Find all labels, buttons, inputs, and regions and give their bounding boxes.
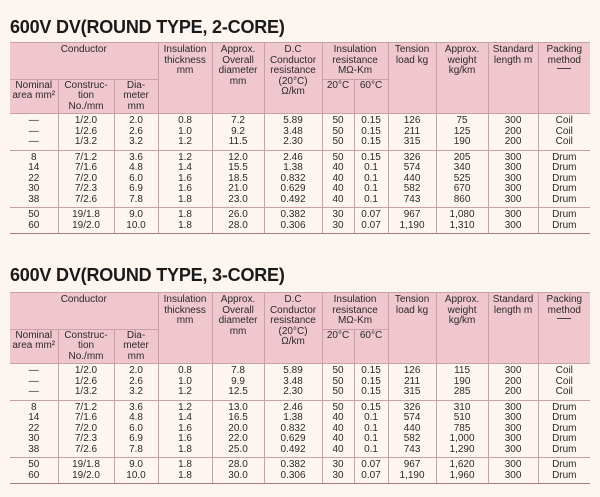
cell-ir-60c: 0.15 [354,150,388,163]
cell-dc-resistance: 0.832 [264,174,322,185]
diameter-header: Dia- meter mm [114,79,158,114]
table-row [10,413,590,424]
cell-ir-60c: 0.15 [354,377,388,388]
cell-standard-length: 300 [488,400,538,413]
table-row [10,445,590,458]
cell-weight: 1,080 [436,208,488,221]
cell-weight: 1,000 [436,434,488,445]
cell-tension-load: 967 [388,458,436,471]
cell-construction: 7/1.6 [58,413,114,424]
cell-standard-length: 200 [488,387,538,400]
cell-standard-length: 300 [488,174,538,185]
cell-nominal-area: 30 [28,183,40,194]
cell-weight: 670 [436,184,488,195]
cell-dc-resistance: 3.48 [264,127,322,138]
cell-tension-load: 126 [388,364,436,377]
cell-overall-diameter: 11.5 [212,137,264,150]
cell-diameter: 9.0 [114,458,158,471]
cell-dc-resistance: 0.492 [264,195,322,208]
cell-insulation-thickness: 1.8 [158,195,212,208]
cell-construction: 1/2.0 [58,114,114,127]
cell-ir-60c: 0.1 [354,163,388,174]
cell-weight: 1,310 [436,221,488,234]
cell-packing-method: Drum [538,434,590,445]
cell-tension-load: 743 [388,195,436,208]
dc-resistance-header: D.C Conductor resistance (20°C) Ω/km [264,293,322,364]
cell-diameter: 3.6 [114,400,158,413]
cell-construction: 7/2.3 [58,434,114,445]
cell-ir-20c: 50 [322,127,354,138]
cell-overall-diameter: 18.5 [212,174,264,185]
cell-tension-load: 1,190 [388,221,436,234]
cell-nominal-area: 22 [28,172,40,184]
temp-20c-header: 20°C [322,79,354,114]
cell-insulation-thickness: 1.8 [158,471,212,484]
cell-ir-20c: 50 [322,364,354,377]
dc-resistance-header: D.C Conductor resistance (20°C) Ω/km [264,43,322,114]
packing-method-header [538,43,590,114]
cell-dc-resistance: 3.48 [264,377,322,388]
cell-diameter: 7.8 [114,445,158,458]
cell-construction: 1/2.0 [58,364,114,377]
cell-construction: 19/1.8 [58,458,114,471]
cell-ir-60c: 0.15 [354,137,388,150]
cell-dc-resistance: 0.629 [264,434,322,445]
cell-construction: 19/2.0 [58,471,114,484]
table-row [10,458,590,471]
cell-dc-resistance: 5.89 [264,114,322,127]
cell-nominal-area: — [28,136,39,147]
cell-weight: 75 [436,114,488,127]
cell-dc-resistance: 0.382 [264,458,322,471]
cell-construction: 7/2.6 [58,195,114,208]
cell-standard-length: 200 [488,377,538,388]
cell-standard-length: 300 [488,150,538,163]
cell-ir-20c: 40 [322,445,354,458]
cell-nominal-area: 38 [28,193,40,205]
standard-length-header: Standard length m [488,43,538,114]
cell-packing-method: Drum [538,471,590,484]
cell-nominal-area: 22 [28,422,40,434]
cell-nominal-area: 50 [10,208,58,221]
cell-overall-diameter: 20.0 [212,424,264,435]
construction-header: Construc- tion No./mm [58,79,114,114]
cell-ir-60c: 0.1 [354,434,388,445]
cell-weight: 115 [436,364,488,377]
table-row [10,434,590,445]
cell-standard-length: 300 [488,208,538,221]
cell-nominal-area: 60 [10,471,58,484]
cell-dc-resistance: 0.832 [264,424,322,435]
cell-overall-diameter: 7.2 [212,114,264,127]
cell-ir-20c: 30 [322,208,354,221]
cell-weight: 340 [436,163,488,174]
cell-standard-length: 300 [488,221,538,234]
cell-weight: 860 [436,195,488,208]
cell-ir-20c: 50 [322,150,354,163]
insulation-thickness-header: Insulation thickness mm [158,293,212,364]
cell-nominal-area: 8 [10,150,58,163]
cell-packing-method: Drum [538,458,590,471]
cell-construction: 19/1.8 [58,208,114,221]
cell-diameter: 2.0 [114,364,158,377]
cell-dc-resistance: 0.306 [264,471,322,484]
cell-diameter: 2.6 [114,127,158,138]
cell-insulation-thickness: 1.4 [158,413,212,424]
cell-packing-method: Coil [538,137,590,150]
cell-nominal-area: 14 [28,412,40,423]
cell-construction: 7/2.6 [58,445,114,458]
cell-ir-20c: 40 [322,195,354,208]
cell-weight: 190 [436,377,488,388]
cell-weight: 205 [436,150,488,163]
temp-20c-header: 20°C [322,329,354,364]
cell-insulation-thickness: 1.4 [158,163,212,174]
packing-method-label: Packing method [546,44,583,66]
cell-ir-20c: 50 [322,114,354,127]
cell-construction: 1/2.6 [58,377,114,388]
cell-ir-60c: 0.07 [354,471,388,484]
dash-mark [557,68,571,69]
cell-nominal-area: — [28,125,39,137]
cell-dc-resistance: 5.89 [264,364,322,377]
cell-tension-load: 967 [388,208,436,221]
cell-insulation-thickness: 1.2 [158,150,212,163]
weight-header: Approx. weight kg/km [436,293,488,364]
cell-insulation-thickness: 1.2 [158,400,212,413]
cell-construction: 7/2.0 [58,174,114,185]
cell-overall-diameter: 13.0 [212,400,264,413]
cell-nominal-area: 60 [10,221,58,234]
cell-insulation-thickness: 1.8 [158,221,212,234]
cell-insulation-thickness: 0.8 [158,364,212,377]
cell-overall-diameter: 25.0 [212,445,264,458]
cell-standard-length: 300 [488,471,538,484]
table-row [10,364,590,377]
cell-diameter: 6.0 [114,174,158,185]
cell-dc-resistance: 2.46 [264,400,322,413]
cell-overall-diameter: 21.0 [212,184,264,195]
conductor-header: Conductor [10,43,158,80]
cell-ir-60c: 0.1 [354,184,388,195]
cell-weight: 785 [436,424,488,435]
cell-diameter: 9.0 [114,208,158,221]
cell-insulation-thickness: 1.6 [158,434,212,445]
cell-nominal-area: — [28,386,39,397]
cell-dc-resistance: 2.30 [264,387,322,400]
cell-diameter: 6.0 [114,424,158,435]
cell-tension-load: 582 [388,434,436,445]
cell-ir-20c: 40 [322,174,354,185]
cell-insulation-thickness: 1.6 [158,174,212,185]
cell-packing-method: Drum [538,400,590,413]
cell-diameter: 6.9 [114,434,158,445]
cell-packing-method: Drum [538,208,590,221]
cell-construction: 19/2.0 [58,221,114,234]
cell-overall-diameter: 16.5 [212,413,264,424]
cell-overall-diameter: 30.0 [212,471,264,484]
cell-weight: 1,290 [436,445,488,458]
cell-dc-resistance: 2.30 [264,137,322,150]
cell-ir-20c: 40 [322,413,354,424]
cell-ir-60c: 0.15 [354,127,388,138]
table-title-2-core: 600V DV(ROUND TYPE, 2-CORE) [10,17,285,37]
cell-tension-load: 440 [388,424,436,435]
cell-diameter: 4.8 [114,163,158,174]
cell-insulation-thickness: 1.2 [158,137,212,150]
cell-ir-60c: 0.1 [354,174,388,185]
temp-60c-header: 60°C [354,329,388,364]
table-row [10,387,590,400]
cell-standard-length: 300 [488,424,538,435]
insulation-resistance-header: Insulation resistance MΩ-Km [322,293,388,330]
cell-ir-60c: 0.1 [354,445,388,458]
cell-nominal-area: 30 [28,433,40,444]
cell-standard-length: 200 [488,137,538,150]
cell-dc-resistance: 0.306 [264,221,322,234]
cell-packing-method: Drum [538,174,590,185]
cell-packing-method: Drum [538,424,590,435]
cell-packing-method: Drum [538,195,590,208]
cell-dc-resistance: 1.38 [264,413,322,424]
cell-weight: 310 [436,400,488,413]
nominal-area-header: Nominal area mm² [10,329,58,364]
table-row [10,221,590,234]
cell-construction: 7/1.6 [58,163,114,174]
cell-nominal-area: 38 [28,443,40,455]
packing-method-header [538,293,590,364]
cell-insulation-thickness: 1.0 [158,127,212,138]
cell-diameter: 7.8 [114,195,158,208]
cell-ir-60c: 0.15 [354,387,388,400]
table-row [10,137,590,150]
cell-dc-resistance: 0.629 [264,184,322,195]
cell-weight: 510 [436,413,488,424]
cell-ir-60c: 0.15 [354,114,388,127]
cell-standard-length: 300 [488,445,538,458]
cell-overall-diameter: 15.5 [212,163,264,174]
cell-standard-length: 300 [488,114,538,127]
cell-ir-60c: 0.07 [354,208,388,221]
cell-ir-20c: 50 [322,377,354,388]
cell-ir-20c: 40 [322,163,354,174]
cell-insulation-thickness: 0.8 [158,114,212,127]
cell-insulation-thickness: 1.2 [158,387,212,400]
packing-method-label: Packing method [546,294,583,316]
cell-ir-60c: 0.15 [354,364,388,377]
cell-diameter: 2.6 [114,377,158,388]
cell-tension-load: 211 [388,127,436,138]
cell-construction: 1/3.2 [58,387,114,400]
cell-construction: 7/1.2 [58,150,114,163]
cell-insulation-thickness: 1.0 [158,377,212,388]
standard-length-header: Standard length m [488,293,538,364]
cell-diameter: 10.0 [114,471,158,484]
cell-weight: 125 [436,127,488,138]
cell-ir-20c: 40 [322,424,354,435]
cell-construction: 7/1.2 [58,400,114,413]
diameter-header: Dia- meter mm [114,329,158,364]
cell-diameter: 6.9 [114,184,158,195]
cell-insulation-thickness: 1.8 [158,445,212,458]
cell-ir-20c: 50 [322,387,354,400]
cell-tension-load: 1,190 [388,471,436,484]
table-title-3-core: 600V DV(ROUND TYPE, 3-CORE) [10,265,285,285]
cell-packing-method: Drum [538,413,590,424]
table-row [10,471,590,484]
cell-packing-method: Coil [538,364,590,377]
cell-weight: 285 [436,387,488,400]
cell-ir-20c: 30 [322,458,354,471]
conductor-header: Conductor [10,293,158,330]
cell-standard-length: 300 [488,364,538,377]
cell-packing-method: Drum [538,150,590,163]
cell-dc-resistance: 2.46 [264,150,322,163]
cell-overall-diameter: 28.0 [212,221,264,234]
cell-nominal-area: 50 [10,458,58,471]
cell-tension-load: 126 [388,114,436,127]
temp-60c-header: 60°C [354,79,388,114]
cell-nominal-area: — [10,114,58,127]
cell-packing-method: Coil [538,114,590,127]
cell-diameter: 10.0 [114,221,158,234]
cell-ir-20c: 50 [322,137,354,150]
tension-load-header: Tension load kg [388,43,436,114]
cell-nominal-area: 14 [28,162,40,173]
cell-tension-load: 743 [388,445,436,458]
cell-diameter: 4.8 [114,413,158,424]
cell-ir-20c: 50 [322,400,354,413]
cell-dc-resistance: 0.492 [264,445,322,458]
cell-diameter: 3.2 [114,387,158,400]
cell-insulation-thickness: 1.8 [158,208,212,221]
cell-tension-load: 315 [388,387,436,400]
cell-construction: 1/3.2 [58,137,114,150]
cell-dc-resistance: 1.38 [264,163,322,174]
cell-ir-60c: 0.07 [354,221,388,234]
cell-ir-20c: 30 [322,221,354,234]
cell-standard-length: 300 [488,413,538,424]
cell-tension-load: 326 [388,150,436,163]
nominal-area-header: Nominal area mm² [10,79,58,114]
cell-diameter: 3.2 [114,137,158,150]
cell-standard-length: 300 [488,184,538,195]
table-row [10,184,590,195]
overall-diameter-header: Approx. Overall diameter mm [212,293,264,364]
cell-overall-diameter: 26.0 [212,208,264,221]
cell-weight: 190 [436,137,488,150]
cell-tension-load: 326 [388,400,436,413]
construction-header: Construc- tion No./mm [58,329,114,364]
cell-tension-load: 211 [388,377,436,388]
cell-packing-method: Drum [538,184,590,195]
cell-nominal-area: 8 [10,400,58,413]
cell-tension-load: 315 [388,137,436,150]
cell-tension-load: 574 [388,163,436,174]
cell-packing-method: Coil [538,127,590,138]
cell-insulation-thickness: 1.6 [158,184,212,195]
cell-standard-length: 300 [488,195,538,208]
cell-standard-length: 200 [488,127,538,138]
cell-tension-load: 574 [388,413,436,424]
cell-ir-20c: 40 [322,434,354,445]
cell-nominal-area: — [28,375,39,387]
weight-header: Approx. weight kg/km [436,43,488,114]
cell-standard-length: 300 [488,434,538,445]
cell-diameter: 2.0 [114,114,158,127]
table-row [10,195,590,208]
cell-overall-diameter: 9.2 [212,127,264,138]
cell-packing-method: Drum [538,445,590,458]
cell-weight: 1,620 [436,458,488,471]
cell-overall-diameter: 28.0 [212,458,264,471]
cell-packing-method: Coil [538,377,590,388]
cell-ir-60c: 0.07 [354,458,388,471]
cell-construction: 7/2.0 [58,424,114,435]
tension-load-header: Tension load kg [388,293,436,364]
cell-overall-diameter: 23.0 [212,195,264,208]
cell-construction: 7/2.3 [58,184,114,195]
cell-overall-diameter: 22.0 [212,434,264,445]
dash-mark [557,318,571,319]
cell-overall-diameter: 12.5 [212,387,264,400]
cell-overall-diameter: 7.8 [212,364,264,377]
insulation-resistance-header: Insulation resistance MΩ-Km [322,43,388,80]
cell-ir-60c: 0.1 [354,195,388,208]
cell-insulation-thickness: 1.6 [158,424,212,435]
cell-tension-load: 440 [388,174,436,185]
cell-packing-method: Drum [538,163,590,174]
cell-insulation-thickness: 1.8 [158,458,212,471]
cell-ir-60c: 0.1 [354,413,388,424]
cell-ir-60c: 0.1 [354,424,388,435]
cell-weight: 525 [436,174,488,185]
table-row [10,114,590,127]
table-row [10,163,590,174]
cell-standard-length: 300 [488,458,538,471]
cell-nominal-area: — [10,364,58,377]
cell-ir-20c: 40 [322,184,354,195]
cell-overall-diameter: 9.9 [212,377,264,388]
cell-construction: 1/2.6 [58,127,114,138]
spec-table-2-core [10,42,590,234]
cell-diameter: 3.6 [114,150,158,163]
overall-diameter-header: Approx. Overall diameter mm [212,43,264,114]
cell-ir-20c: 30 [322,471,354,484]
cell-weight: 1,960 [436,471,488,484]
table-row [10,208,590,221]
cell-overall-diameter: 12.0 [212,150,264,163]
spec-table-3-core [10,292,590,484]
insulation-thickness-header: Insulation thickness mm [158,43,212,114]
cell-packing-method: Drum [538,221,590,234]
cell-packing-method: Coil [538,387,590,400]
cell-tension-load: 582 [388,184,436,195]
cell-dc-resistance: 0.382 [264,208,322,221]
cell-ir-60c: 0.15 [354,400,388,413]
cell-standard-length: 300 [488,163,538,174]
